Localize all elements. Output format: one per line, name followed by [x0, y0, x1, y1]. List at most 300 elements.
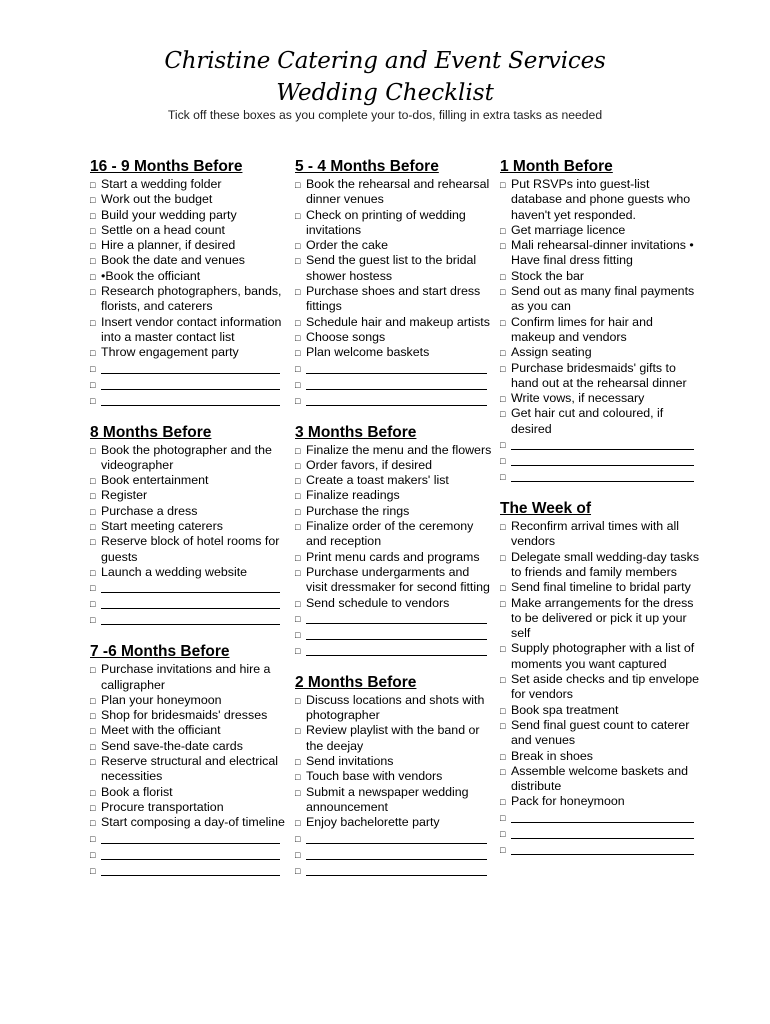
checklist-section [500, 158, 700, 482]
checklist-item [90, 504, 286, 519]
checkbox-icon[interactable]: □ [295, 818, 301, 829]
blank-checklist-item [500, 437, 700, 450]
checklist-item-label: Discuss locations and shots with photographer [306, 692, 485, 723]
checkbox-icon[interactable]: □ [295, 726, 301, 737]
checklist-item [295, 177, 493, 208]
checklist-item [90, 662, 286, 693]
checkbox-icon[interactable]: □ [90, 567, 96, 578]
checklist-item [295, 693, 493, 724]
checkbox-icon[interactable]: □ [90, 818, 96, 829]
checklist-item-label: Send out as many final payments as you can [511, 284, 695, 314]
checklist-item [500, 315, 700, 346]
checklist-item-label: Assemble welcome baskets and distribute [511, 763, 688, 794]
checkbox-icon[interactable]: □ [500, 766, 506, 777]
checkbox-icon[interactable]: □ [295, 695, 301, 706]
checkbox-icon[interactable]: □ [500, 705, 506, 716]
checkbox-icon[interactable]: □ [90, 476, 96, 487]
checklist-item-label: Procure transportation [101, 799, 224, 814]
checkbox-icon[interactable]: □ [90, 271, 96, 282]
checkbox-icon[interactable]: □ [90, 865, 96, 876]
checklist-item [295, 238, 493, 253]
checklist-item-label: Print menu cards and programs [306, 549, 480, 564]
checklist-item-label: Hire a planner, if desired [101, 238, 236, 253]
checklist-section [295, 424, 493, 656]
checkbox-icon[interactable]: □ [295, 460, 301, 471]
checklist-item-label: Send save-the-date cards [101, 738, 243, 753]
checklist-item [500, 641, 700, 672]
checkbox-icon[interactable]: □ [500, 844, 506, 855]
checklist-item-label: Check on printing of wedding invitations [306, 207, 466, 237]
checkbox-icon[interactable]: □ [90, 363, 96, 374]
checklist-column-3 [500, 158, 700, 873]
checkbox-icon[interactable]: □ [295, 552, 301, 563]
checklist-item-label: Finalize order of the ceremony and reception [306, 519, 474, 549]
checklist-item [295, 253, 493, 284]
checklist-item [90, 473, 286, 488]
checklist-item [295, 330, 493, 345]
checklist-item-label: Insert vendor contact information into a master contact list [101, 314, 282, 344]
checkbox-icon[interactable]: □ [500, 751, 506, 762]
checklist-item-label: Meet with the officiant [101, 723, 221, 738]
checkbox-icon[interactable]: □ [295, 567, 301, 578]
checklist-column-1 [90, 158, 286, 894]
checklist-item [295, 504, 493, 519]
checklist-item [90, 693, 286, 708]
checkbox-icon[interactable]: □ [90, 726, 96, 737]
checkbox-icon[interactable]: □ [90, 241, 96, 252]
checklist-item [295, 458, 493, 473]
blank-checklist-item [500, 453, 700, 466]
checklist-item [295, 723, 493, 754]
checklist-item-label: Launch a wedding website [101, 564, 248, 579]
checklist-item-label: Book entertainment [101, 473, 209, 488]
checklist-item-label: Assign seating [511, 345, 592, 360]
checkbox-icon[interactable]: □ [295, 287, 301, 298]
checkbox-icon[interactable]: □ [295, 445, 301, 456]
checkbox-icon[interactable]: □ [295, 348, 301, 359]
blank-entry-line[interactable] [511, 469, 694, 482]
checkbox-icon[interactable]: □ [500, 225, 506, 236]
checklist-item [295, 208, 493, 239]
checklist-section [90, 424, 286, 626]
checklist-item-label: Confirm limes for hair and makeup and vendors [511, 314, 653, 344]
checkbox-icon[interactable]: □ [295, 629, 301, 640]
checklist-item [90, 208, 286, 223]
checkbox-icon[interactable]: □ [90, 287, 96, 298]
checklist-section [90, 643, 286, 875]
checkbox-icon[interactable]: □ [500, 552, 506, 563]
checklist-item-label: Start a wedding folder [101, 177, 222, 191]
checklist-item-label: Register [101, 488, 148, 503]
blank-checklist-item [295, 643, 493, 656]
checkbox-icon[interactable]: □ [500, 271, 506, 282]
checkbox-icon[interactable]: □ [90, 225, 96, 236]
section-heading: 8 Months Before [90, 423, 212, 441]
section-heading: 16 - 9 Months Before [90, 158, 243, 175]
checkbox-icon[interactable]: □ [295, 332, 301, 343]
blank-entry-line[interactable] [511, 437, 694, 450]
checklist-item-label: Get hair cut and coloured, if desired [511, 406, 664, 436]
checkbox-icon[interactable]: □ [295, 598, 301, 609]
checklist-item-label: Finalize readings [306, 488, 400, 503]
checkbox-icon[interactable]: □ [295, 180, 301, 190]
checklist-item [295, 345, 493, 360]
checklist-section [90, 158, 286, 406]
blank-entry-line[interactable] [511, 826, 694, 839]
section-heading: 2 Months Before [295, 673, 417, 691]
checklist-item-label: Book spa treatment [511, 702, 619, 717]
checkbox-icon[interactable]: □ [90, 180, 96, 190]
checklist-item [500, 672, 700, 703]
checklist-item [90, 565, 286, 580]
blank-entry-line[interactable] [306, 847, 487, 860]
checkbox-icon[interactable]: □ [90, 599, 96, 610]
checklist-item-label: Stock the bar [511, 268, 585, 283]
checklist-item-label: Pack for honeymoon [511, 794, 625, 809]
blank-entry-line[interactable] [306, 611, 487, 624]
checklist-item [90, 177, 286, 192]
checkbox-icon[interactable]: □ [295, 506, 301, 517]
checklist-item-label: Make arrangements for the dress to be delivered or pick it up your self [511, 595, 694, 641]
blank-checklist-item [90, 377, 286, 390]
checklist-item [500, 580, 700, 595]
checkbox-icon[interactable]: □ [500, 797, 506, 808]
checkbox-icon[interactable]: □ [295, 317, 301, 328]
checklist-item-label: Set aside checks and tip envelope for vendors [511, 672, 700, 702]
checkbox-icon[interactable]: □ [90, 833, 96, 844]
checklist-item-label: Book a florist [101, 784, 173, 799]
checklist-item [90, 739, 286, 754]
blank-entry-line[interactable] [511, 842, 694, 855]
checkbox-icon[interactable]: □ [295, 256, 301, 267]
checkbox-icon[interactable]: □ [500, 440, 506, 451]
checklist-item [500, 177, 700, 223]
checklist-item-label: Reconfirm arrival times with all vendors [511, 519, 679, 549]
blank-checklist-item [295, 627, 493, 640]
checkbox-icon[interactable]: □ [500, 828, 506, 839]
checkbox-icon[interactable]: □ [90, 695, 96, 706]
checklist-item-label: Schedule hair and makeup artists [306, 314, 490, 329]
checklist-item [500, 519, 700, 550]
blank-checklist-item [90, 863, 286, 876]
checkbox-icon[interactable]: □ [295, 395, 301, 406]
checklist-item [295, 565, 493, 596]
checkbox-icon[interactable]: □ [90, 491, 96, 502]
checklist-item-label: Write vows, if necessary [511, 391, 645, 406]
checklist-item [90, 238, 286, 253]
checklist-item-label: Enjoy bachelorette party [306, 815, 440, 830]
checklist-item [500, 794, 700, 809]
blank-entry-line[interactable] [511, 810, 694, 823]
blank-checklist-item [90, 596, 286, 609]
checklist-item [500, 391, 700, 406]
blank-checklist-item [295, 847, 493, 860]
checklist-item [500, 238, 700, 269]
checklist-item [500, 749, 700, 764]
checklist-item-label: Create a toast makers' list [306, 473, 449, 488]
checkbox-icon[interactable]: □ [500, 675, 506, 686]
blank-checklist-item [90, 831, 286, 844]
blank-entry-line[interactable] [306, 627, 487, 640]
checklist-item-label: Supply photographer with a list of moments you want captured [511, 641, 695, 671]
checklist-item-label: Send the guest list to the bridal shower hostess [306, 253, 477, 283]
checklist-item-label: Touch base with vendors [306, 769, 443, 784]
checkbox-icon[interactable]: □ [295, 757, 301, 768]
checklist-item [90, 800, 286, 815]
checkbox-icon[interactable]: □ [500, 644, 506, 655]
checklist-item [500, 703, 700, 718]
checkbox-icon[interactable]: □ [295, 363, 301, 374]
checklist-item [500, 764, 700, 795]
checkbox-icon[interactable]: □ [90, 256, 96, 267]
checklist-item-label: Send schedule to vendors [306, 595, 450, 610]
checkbox-icon[interactable]: □ [90, 522, 96, 533]
blank-entry-line[interactable] [306, 377, 487, 390]
blank-checklist-item [295, 611, 493, 624]
checklist-item [90, 785, 286, 800]
checklist-item [295, 315, 493, 330]
blank-checklist-item [500, 469, 700, 482]
checklist-item-label: Finalize the menu and the flowers [306, 442, 492, 457]
checklist-item [90, 534, 286, 565]
checklist-item [90, 815, 286, 830]
section-heading: 1 Month Before [500, 158, 613, 175]
checklist-item-label: Reserve structural and electrical necessities [101, 754, 278, 784]
blank-checklist-item [90, 612, 286, 625]
checkbox-icon[interactable]: □ [500, 409, 506, 420]
section-heading: 3 Months Before [295, 423, 417, 441]
checklist-item [90, 488, 286, 503]
checklist-item [295, 815, 493, 830]
checklist-item-label: Choose songs [306, 329, 386, 344]
checklist-item [295, 519, 493, 550]
checklist-item-label: Plan your honeymoon [101, 692, 222, 707]
checklist-item-label: Settle on a head count [101, 222, 226, 237]
checklist-column-2 [295, 158, 493, 894]
blank-checklist-item [500, 842, 700, 855]
checklist-item [90, 315, 286, 346]
checklist-item [295, 488, 493, 503]
section-heading: 7 -6 Months Before [90, 643, 230, 661]
checkbox-icon[interactable]: □ [295, 849, 301, 860]
checkbox-icon[interactable]: □ [90, 395, 96, 406]
blank-checklist-item [90, 361, 286, 374]
checkbox-icon[interactable]: □ [295, 613, 301, 624]
blank-checklist-item [295, 393, 493, 406]
checklist-item-label: Start meeting caterers [101, 519, 223, 534]
checkbox-icon[interactable]: □ [90, 757, 96, 768]
checklist-item-label: Work out the budget [101, 192, 213, 207]
checkbox-icon[interactable]: □ [90, 506, 96, 517]
checklist-item-label: Research photographers, bands, florists, and caterers [101, 284, 282, 314]
blank-entry-line[interactable] [511, 453, 694, 466]
checklist-item [295, 284, 493, 315]
checkbox-icon[interactable]: □ [90, 379, 96, 390]
blank-checklist-item [295, 377, 493, 390]
blank-checklist-item [500, 826, 700, 839]
blank-entry-line[interactable] [101, 361, 280, 374]
checkbox-icon[interactable]: □ [500, 287, 506, 298]
checklist-item [90, 269, 286, 284]
checklist-item [500, 596, 700, 642]
checklist-item [295, 754, 493, 769]
checklist-item-label: Purchase the rings [306, 503, 410, 518]
checkbox-icon[interactable]: □ [90, 615, 96, 626]
checklist-item [500, 406, 700, 437]
checklist-item [90, 519, 286, 534]
checklist-item [90, 754, 286, 785]
blank-entry-line[interactable] [101, 847, 280, 860]
checklist-item [90, 708, 286, 723]
checkbox-icon[interactable]: □ [500, 317, 506, 328]
checklist-item-label: Get marriage licence [511, 222, 626, 237]
checklist-item-label: Throw engagement party [101, 345, 239, 360]
checklist-item-label: Send final guest count to caterer and venues [511, 717, 690, 748]
checklist-item-label: •Book the officiant [101, 268, 201, 283]
section-heading: 5 - 4 Months Before [295, 158, 439, 175]
checklist-item [90, 723, 286, 738]
blank-entry-line[interactable] [101, 863, 280, 876]
checkbox-icon[interactable]: □ [500, 456, 506, 467]
checklist-item [295, 769, 493, 784]
checklist-item [90, 253, 286, 268]
checkbox-icon[interactable]: □ [90, 849, 96, 860]
checkbox-icon[interactable]: □ [90, 210, 96, 221]
checkbox-icon[interactable]: □ [90, 787, 96, 798]
checklist-item-label: Mali rehearsal-dinner invitations • Have final dress fitting [511, 238, 694, 268]
checklist-item-label: Submit a newspaper wedding announcement [306, 784, 469, 814]
checklist-item [500, 284, 700, 315]
checklist-item [500, 718, 700, 749]
checkbox-icon[interactable]: □ [295, 476, 301, 487]
checklist-item-label: Delegate small wedding-day tasks to friends and family members [511, 549, 700, 579]
blank-entry-line[interactable] [306, 831, 487, 844]
blank-checklist-item [295, 361, 493, 374]
checkbox-icon[interactable]: □ [90, 802, 96, 813]
blank-entry-line[interactable] [306, 393, 487, 406]
blank-entry-line[interactable] [101, 377, 280, 390]
checkbox-icon[interactable]: □ [90, 583, 96, 594]
checkbox-icon[interactable]: □ [295, 772, 301, 783]
checklist-item-label: Plan welcome baskets [306, 345, 430, 360]
checkbox-icon[interactable]: □ [90, 741, 96, 752]
checklist-item-label: Purchase invitations and hire a calligrapher [101, 662, 271, 692]
blank-entry-line[interactable] [101, 393, 280, 406]
blank-entry-line[interactable] [101, 596, 280, 609]
checklist-item-label: Purchase bridesmaids' gifts to hand out at the rehearsal dinner [511, 360, 687, 390]
checkbox-icon[interactable]: □ [295, 645, 301, 656]
checkbox-icon[interactable]: □ [500, 348, 506, 359]
checkbox-icon[interactable]: □ [500, 241, 506, 252]
checklist-item-label: Start composing a day-of timeline [101, 815, 285, 830]
checklist-item [500, 345, 700, 360]
checkbox-icon[interactable]: □ [500, 394, 506, 405]
checkbox-icon[interactable]: □ [90, 348, 96, 359]
checklist-item-label: Order the cake [306, 238, 388, 253]
checkbox-icon[interactable]: □ [500, 598, 506, 609]
checklist-item [500, 361, 700, 392]
blank-checklist-item [295, 831, 493, 844]
checklist-item [90, 223, 286, 238]
section-heading: The Week of [500, 500, 592, 518]
checklist-item-label: Purchase shoes and start dress fittings [306, 284, 481, 314]
checkbox-icon[interactable]: □ [90, 195, 96, 206]
checklist-section [295, 158, 493, 406]
checklist-item-label: Break in shoes [511, 748, 593, 763]
checklist-item [500, 550, 700, 581]
checklist-item-label: Send invitations [306, 754, 394, 769]
checklist-item [90, 284, 286, 315]
checkbox-icon[interactable]: □ [500, 180, 506, 190]
checkbox-icon[interactable]: □ [295, 241, 301, 252]
checkbox-icon[interactable]: □ [90, 317, 96, 328]
checklist-item-label: Book the photographer and the videographer [101, 442, 272, 472]
checklist-item [90, 345, 286, 360]
blank-checklist-item [90, 393, 286, 406]
checklist-item [500, 223, 700, 238]
blank-entry-line[interactable] [306, 643, 487, 656]
blank-entry-line[interactable] [101, 580, 280, 593]
checklist-item [295, 550, 493, 565]
blank-checklist-item [90, 580, 286, 593]
checkbox-icon[interactable]: □ [90, 711, 96, 722]
checkbox-icon[interactable]: □ [500, 812, 506, 823]
checklist-section [295, 674, 493, 876]
checkbox-icon[interactable]: □ [500, 472, 506, 483]
checklist-item [295, 596, 493, 611]
blank-entry-line[interactable] [306, 361, 487, 374]
checkbox-icon[interactable]: □ [295, 833, 301, 844]
checkbox-icon[interactable]: □ [295, 379, 301, 390]
checklist-item-label: Send final timeline to bridal party [511, 580, 691, 595]
checklist-item [500, 269, 700, 284]
blank-checklist-item [295, 863, 493, 876]
blank-checklist-item [500, 810, 700, 823]
instructions-text: Tick off these boxes as you complete your to-dos, filling in extra tasks as needed [167, 108, 603, 122]
blank-checklist-item [90, 847, 286, 860]
checkbox-icon[interactable]: □ [500, 522, 506, 533]
checklist-item-label: Book the rehearsal and rehearsal dinner venues [306, 177, 490, 207]
checklist-item-label: Build your wedding party [101, 207, 237, 222]
checklist-item-label: Purchase undergarments and visit dressmaker for second fitting [306, 564, 490, 595]
checklist-item-label: Purchase a dress [101, 503, 198, 518]
checkbox-icon[interactable]: □ [500, 720, 506, 731]
blank-entry-line[interactable] [101, 831, 280, 844]
checkbox-icon[interactable]: □ [295, 787, 301, 798]
document-title: Christine Catering and Event Services [164, 48, 606, 74]
checkbox-icon[interactable]: □ [500, 363, 506, 374]
checklist-item-label: Put RSVPs into guest-list database and phone guests who haven't yet responded. [511, 177, 691, 222]
checkbox-icon[interactable]: □ [295, 865, 301, 876]
checkbox-icon[interactable]: □ [295, 522, 301, 533]
checkbox-icon[interactable]: □ [500, 583, 506, 594]
blank-entry-line[interactable] [101, 612, 280, 625]
checklist-item [90, 192, 286, 207]
document-subtitle: Wedding Checklist [276, 80, 494, 106]
blank-entry-line[interactable] [306, 863, 487, 876]
checkbox-icon[interactable]: □ [295, 210, 301, 221]
checkbox-icon[interactable]: □ [90, 537, 96, 548]
checklist-item-label: Order favors, if desired [306, 457, 433, 472]
checklist-item-label: Shop for bridesmaids' dresses [101, 708, 268, 723]
checklist-item [295, 473, 493, 488]
checklist-item-label: Review playlist with the band or the deejay [306, 723, 480, 753]
checkbox-icon[interactable]: □ [90, 445, 96, 456]
checklist-item-label: Book the date and venues [101, 253, 245, 268]
checkbox-icon[interactable]: □ [90, 665, 96, 676]
checkbox-icon[interactable]: □ [295, 491, 301, 502]
checklist-item [295, 443, 493, 458]
